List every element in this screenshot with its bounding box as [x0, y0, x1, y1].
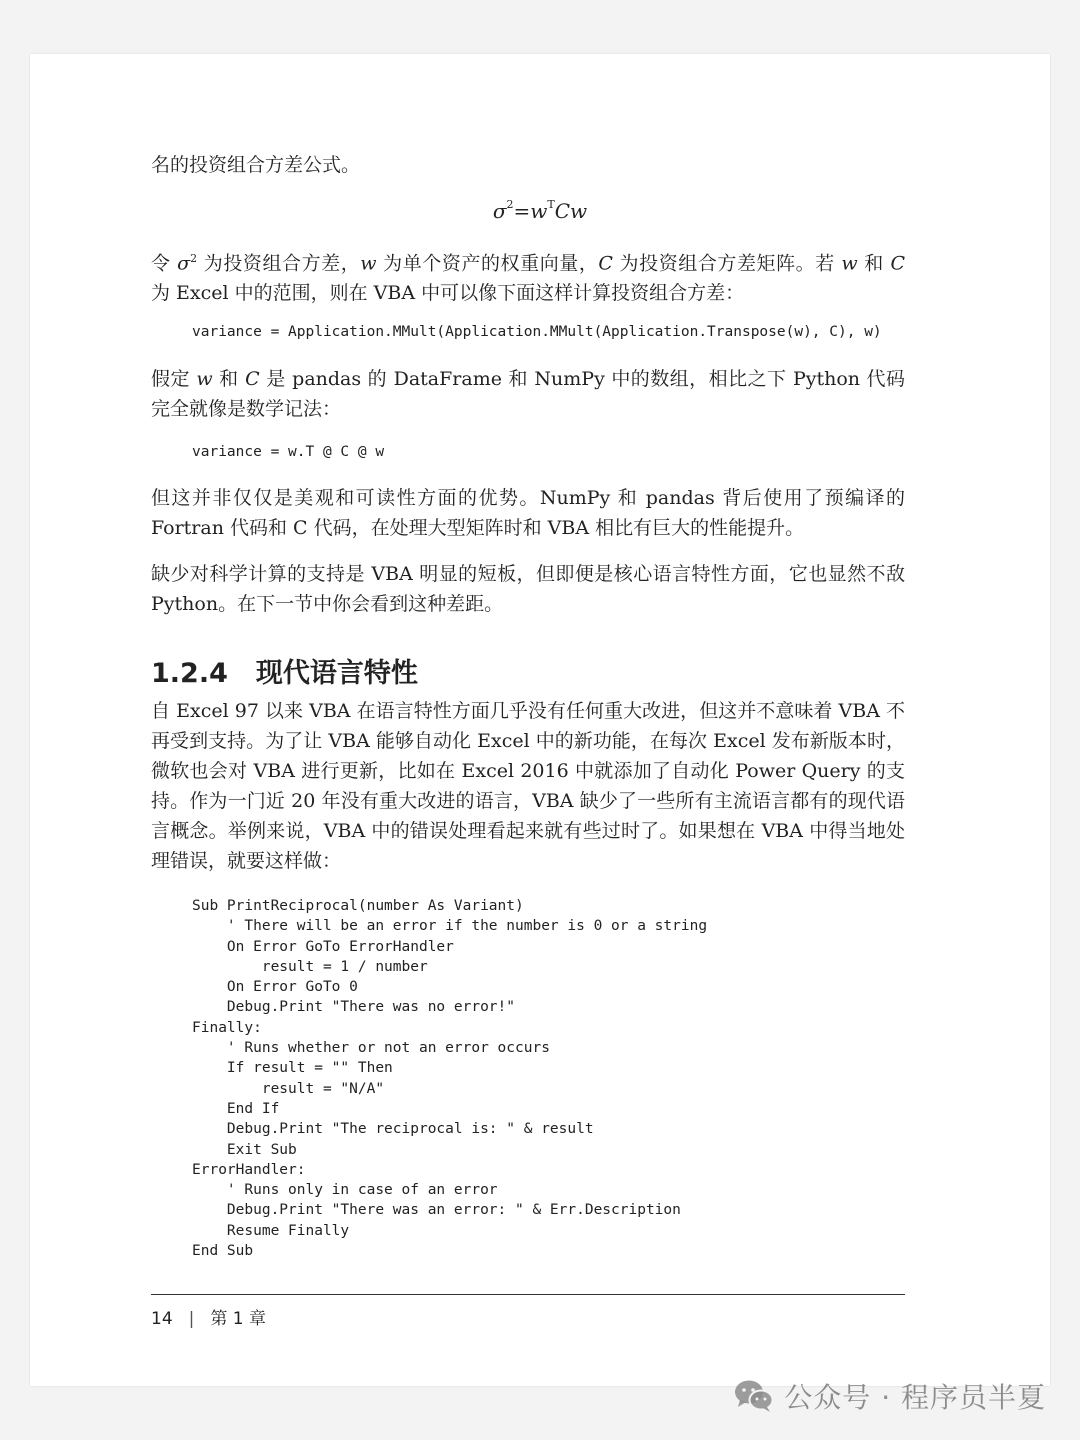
- section-number: 1.2.4: [151, 658, 228, 689]
- text-run: 和: [857, 252, 891, 275]
- text-run: 为投资组合方差，: [197, 252, 361, 275]
- symbol-w: w: [196, 368, 213, 390]
- formula-tail: Cw: [554, 199, 588, 223]
- variance-formula: [30, 199, 1050, 223]
- paragraph-numpy: 但这并非仅仅是美观和可读性方面的优势。NumPy 和 pandas 背后使用了预编译的 Fortran 代码和 C 代码，在处理大型矩阵时和 VBA 相比有巨大的性能提升。: [151, 487, 905, 539]
- symbol-c: C: [890, 252, 905, 275]
- footer-divider: [151, 1294, 905, 1295]
- symbol-w: w: [841, 252, 858, 275]
- text-run: 假定: [151, 368, 197, 390]
- formula-sigma-exponent: 2: [506, 198, 514, 212]
- symbol-c: C: [245, 368, 260, 390]
- text-run: 为单个资产的权重向量，: [376, 252, 599, 275]
- wechat-icon: [734, 1379, 774, 1413]
- symbol-sigma: σ: [177, 252, 191, 275]
- code-error-handling: Sub PrintReciprocal(number As Variant) ' There will be an error if the number is 0 or a string On Error GoTo ErrorHandler result = 1 / number On Error GoTo 0 Debug.Print "There was no error!" Finally: ' Runs whether or not an error occurs If result = "" Then result = "N/A" End If Debug.Print "The reciprocal is: " & result Exit Sub ErrorHandler: ' Runs only in case of an error Debug.Print "There was an error: " & Err.Description Resume Finally End Sub: [192, 898, 708, 1260]
- page-footer: [151, 1304, 266, 1329]
- paragraph-intro: 名的投资组合方差公式。: [151, 154, 361, 176]
- code-python-variance: variance = w.T @ C @ w: [192, 444, 385, 460]
- book-page: [30, 54, 1050, 1386]
- symbol-w: w: [360, 252, 377, 275]
- section-title: 现代语言特性: [255, 658, 418, 689]
- paragraph-modern-features: 自 Excel 97 以来 VBA 在语言特性方面几乎没有任何重大改进，但这并不意味着 VBA 不再受到支持。为了让 VBA 能够自动化 Excel 中的新功能，在每次 Excel 发布新版本时，微软也会对 VBA 进行更新，比如在 Excel 2016 中就添加了自动化 Power Query 的支持。作为一门近 20 年没有重大改进的语言，VBA 缺少了一些所有主流语言都有的现代语言概念。举例来说，VBA 中的错误处理看起来就有些过时了。如果想在 VBA 中得当地处理错误，就要这样做：: [151, 700, 905, 872]
- text-run: 是 pandas 的 DataFrame 和 NumPy 中的数组，相比之下 Python 代码完全就像是数学记法：: [151, 368, 905, 420]
- text-run: 和: [212, 368, 246, 390]
- chapter-label: 第 1 章: [210, 1309, 266, 1329]
- watermark-text: 公众号 · 程序员半夏: [784, 1381, 1046, 1414]
- text-run: 为 Excel 中的范围，则在 VBA 中可以像下面这样计算投资组合方差：: [151, 282, 745, 305]
- section-heading: [151, 651, 418, 690]
- text-run: 为投资组合方差矩阵。若: [612, 252, 842, 275]
- formula-equals-w: =w: [513, 199, 548, 223]
- formula-transpose-mark: T: [547, 198, 555, 212]
- paragraph-assume: [151, 364, 905, 424]
- footer-separator: |: [188, 1309, 195, 1329]
- watermark: [734, 1376, 1046, 1416]
- code-vba-variance: variance = Application.MMult(Application.MMult(Application.Transpose(w), C), w): [192, 324, 882, 340]
- symbol-c: C: [598, 252, 613, 275]
- paragraph-lack: 缺少对科学计算的支持是 VBA 明显的短板，但即便是核心语言特性方面，它也显然不敌 Python。在下一节中你会看到这种差距。: [151, 563, 905, 615]
- paragraph-definition: [151, 244, 905, 308]
- symbol-sigma-exponent: 2: [190, 252, 198, 265]
- text-run: 令: [151, 252, 178, 275]
- formula-sigma: σ: [492, 199, 507, 223]
- page-number: 14: [151, 1309, 173, 1329]
